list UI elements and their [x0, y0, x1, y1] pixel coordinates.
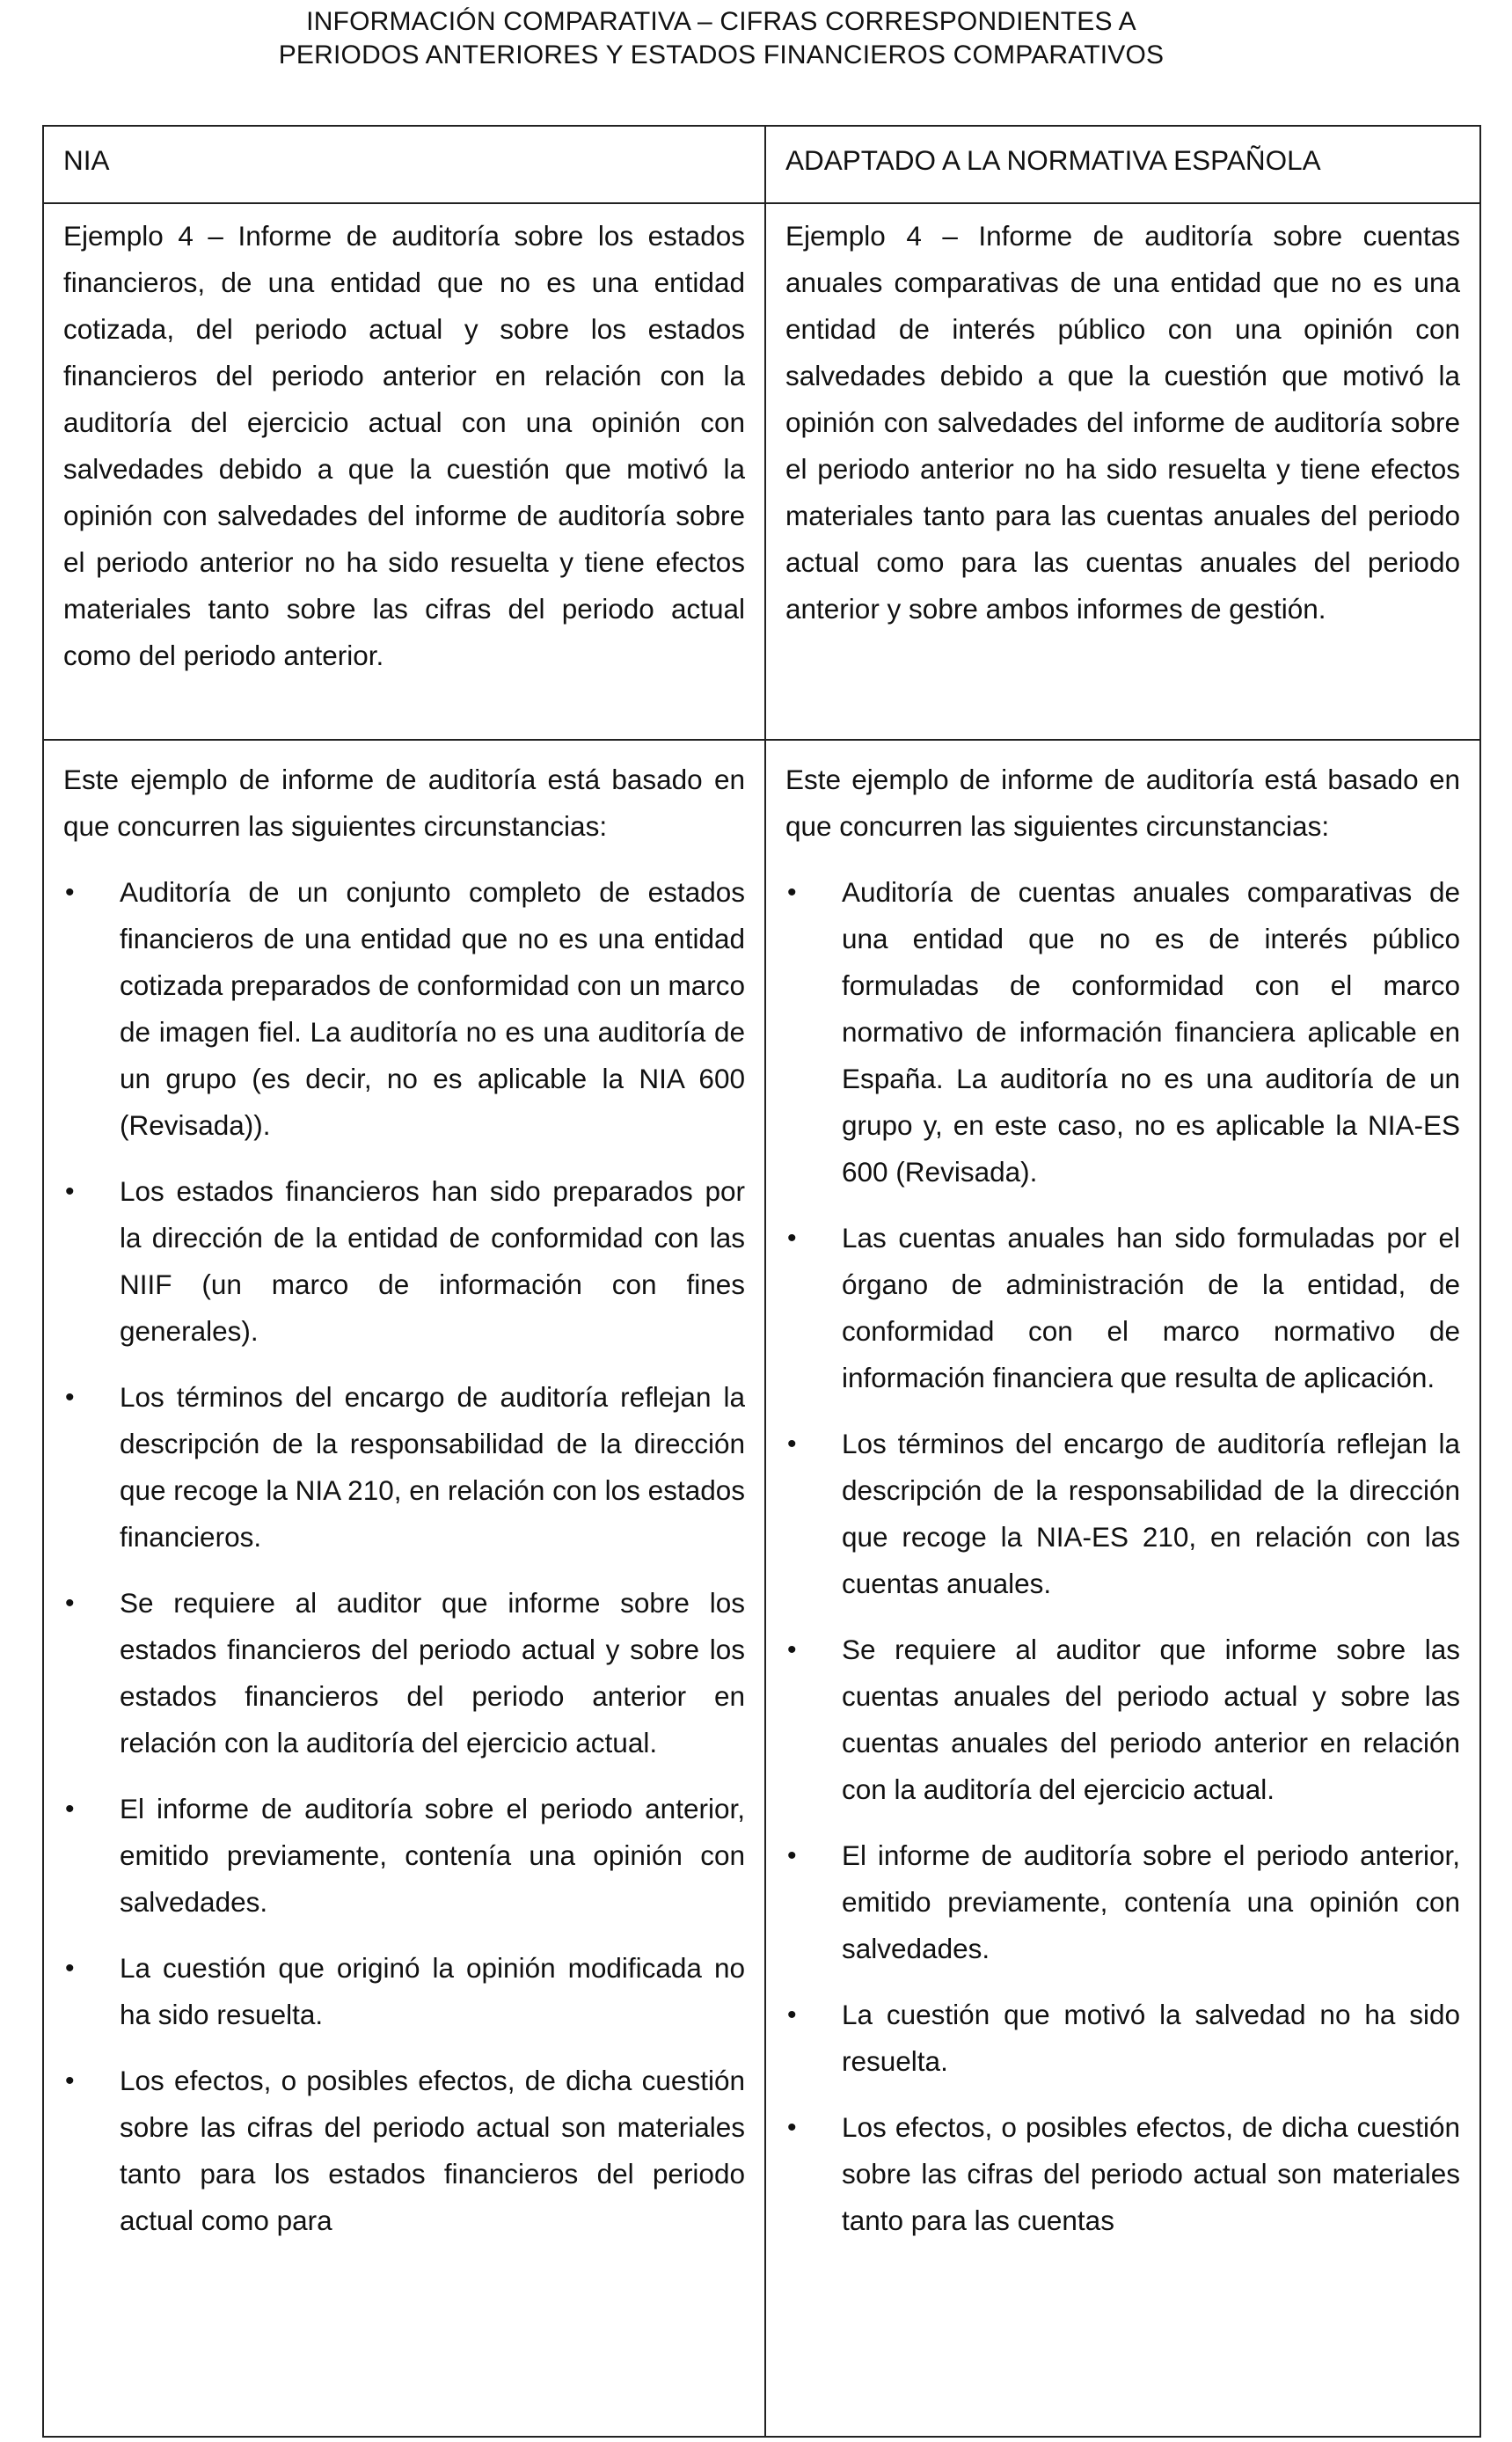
bullet-icon: •	[65, 2066, 75, 2095]
circumstances-list-spain	[785, 869, 1460, 2244]
circumstance-spain-list-item	[785, 869, 1460, 1195]
circumstance-nia-list-item-text: Auditoría de un conjunto completo de estados financieros de una entidad que no es una entidad cotizada preparados de conformidad con un marco de imagen fiel. La auditoría no es una auditoría de un grupo (es decir, no es aplicable la NIA 600 (Revisada)).	[120, 876, 745, 1141]
circumstance-spain-list-item	[785, 1992, 1460, 2085]
circumstance-spain-list-item	[785, 2104, 1460, 2244]
bullet-icon: •	[787, 1635, 797, 1664]
circumstance-nia-list-item-text: Los términos del encargo de auditoría reflejan la descripción de la responsabilidad de la dirección que recoge la NIA 210, en relación con los estados financieros.	[120, 1381, 745, 1553]
bullet-icon: •	[65, 1383, 75, 1412]
circumstance-nia-list-item	[63, 1580, 745, 1766]
example-title-nia: Ejemplo 4 – Informe de auditoría sobre los estados financieros, de una entidad que no es una entidad cotizada, del periodo actual y sobre los estados financieros del periodo anterior en relación con la auditoría del ejercicio actual con una opinión con salvedades debido a que la cuestión que motivó la opinión con salvedades del informe de auditoría sobre el periodo anterior no ha sido resuelta y tiene efectos materiales tanto sobre las cifras del periodo actual como del periodo anterior.	[43, 203, 765, 740]
circumstance-nia-list-item	[63, 1945, 745, 2038]
example-title-spain: Ejemplo 4 – Informe de auditoría sobre cuentas anuales comparativas de una entidad que no es una entidad de interés público con una opinión con salvedades debido a que la cuestión que motivó la opinión con salvedades del informe de auditoría sobre el periodo anterior no ha sido resuelta y tiene efectos materiales tanto para las cuentas anuales del periodo actual como para las cuentas anuales del periodo anterior y sobre ambos informes de gestión.	[765, 203, 1480, 740]
circumstance-nia-list-item-text: Se requiere al auditor que informe sobre los estados financieros del periodo actual y sobre los estados financieros del periodo anterior en relación con la auditoría del ejercicio actual.	[120, 1587, 745, 1758]
circumstance-spain-list-item-text: Auditoría de cuentas anuales comparativas de una entidad que no es de interés público formuladas de conformidad con el marco normativo de información financiera aplicable en España. La auditoría no es una auditoría de un grupo y, en este caso, no es aplicable la NIA-ES 600 (Revisada).	[842, 876, 1460, 1188]
table-header-row	[43, 126, 1480, 203]
circumstance-spain-list-item-text: Los términos del encargo de auditoría reflejan la descripción de la responsabilidad de la dirección que recoge la NIA-ES 210, en relación con las cuentas anuales.	[842, 1428, 1460, 1599]
circumstance-spain-list-item-text: La cuestión que motivó la salvedad no ha sido resuelta.	[842, 1999, 1460, 2077]
bullet-icon: •	[787, 1224, 797, 1253]
circumstance-spain-list-item	[785, 1832, 1460, 1972]
circumstances-cell-nia	[43, 740, 765, 2437]
bullet-icon: •	[65, 878, 75, 907]
column-header-nia: NIA	[43, 126, 765, 203]
circumstance-nia-list-item	[63, 869, 745, 1149]
circumstance-nia-list-item-text: Los efectos, o posibles efectos, de dicha cuestión sobre las cifras del periodo actual son materiales tanto para los estados financieros del periodo actual como para	[120, 2065, 745, 2236]
circumstance-nia-list-item-text: El informe de auditoría sobre el periodo anterior, emitido previamente, contenía una opinión con salvedades.	[120, 1793, 745, 1918]
circumstance-spain-list-item-text: Las cuentas anuales han sido formuladas por el órgano de administración de la entidad, de conformidad con el marco normativo de información financiera que resulta de aplicación.	[842, 1222, 1460, 1393]
header-line-1: INFORMACIÓN COMPARATIVA – CIFRAS CORRESPONDIENTES A	[306, 7, 1136, 36]
bullet-icon: •	[65, 1177, 75, 1206]
bullet-icon: •	[787, 878, 797, 907]
example-title-row	[43, 203, 1480, 740]
circumstance-nia-list-item	[63, 1374, 745, 1561]
bullet-icon: •	[65, 1589, 75, 1618]
circumstances-lead-spain: Este ejemplo de informe de auditoría está basado en que concurren las siguientes circunstancias:	[785, 764, 1460, 842]
circumstances-cell-spain	[765, 740, 1480, 2437]
comparison-table	[42, 125, 1481, 2438]
circumstances-row	[43, 740, 1480, 2437]
circumstances-list-nia	[63, 869, 745, 2244]
bullet-icon: •	[65, 1954, 75, 1983]
circumstance-spain-list-item-text: Se requiere al auditor que informe sobre las cuentas anuales del periodo actual y sobre las cuentas anuales del periodo anterior en relación con la auditoría del ejercicio actual.	[842, 1634, 1460, 1805]
circumstance-nia-list-item	[63, 1168, 745, 1355]
circumstance-nia-list-item	[63, 1786, 745, 1926]
bullet-icon: •	[65, 1795, 75, 1824]
bullet-icon: •	[787, 1429, 797, 1459]
header-line-2: PERIODOS ANTERIORES Y ESTADOS FINANCIEROS COMPARATIVOS	[278, 40, 1165, 69]
circumstance-nia-list-item-text: La cuestión que originó la opinión modificada no ha sido resuelta.	[120, 1952, 745, 2030]
circumstances-lead-nia: Este ejemplo de informe de auditoría está basado en que concurren las siguientes circunstancias:	[63, 764, 745, 842]
circumstance-nia-list-item-text: Los estados financieros han sido preparados por la dirección de la entidad de conformidad con las NIIF (un marco de información con fines generales).	[120, 1175, 745, 1347]
bullet-icon: •	[787, 1841, 797, 1870]
circumstance-spain-list-item	[785, 1627, 1460, 1813]
circumstance-spain-list-item-text: Los efectos, o posibles efectos, de dicha cuestión sobre las cifras del periodo actual son materiales tanto para las cuentas	[842, 2111, 1460, 2236]
circumstance-spain-list-item	[785, 1215, 1460, 1401]
bullet-icon: •	[787, 2000, 797, 2029]
circumstance-nia-list-item	[63, 2058, 745, 2244]
bullet-icon: •	[787, 2113, 797, 2142]
circumstance-spain-list-item-text: El informe de auditoría sobre el periodo anterior, emitido previamente, contenía una opinión con salvedades.	[842, 1839, 1460, 1964]
circumstance-spain-list-item	[785, 1421, 1460, 1607]
page-header	[0, 5, 1443, 72]
column-header-spain: ADAPTADO A LA NORMATIVA ESPAÑOLA	[765, 126, 1480, 203]
